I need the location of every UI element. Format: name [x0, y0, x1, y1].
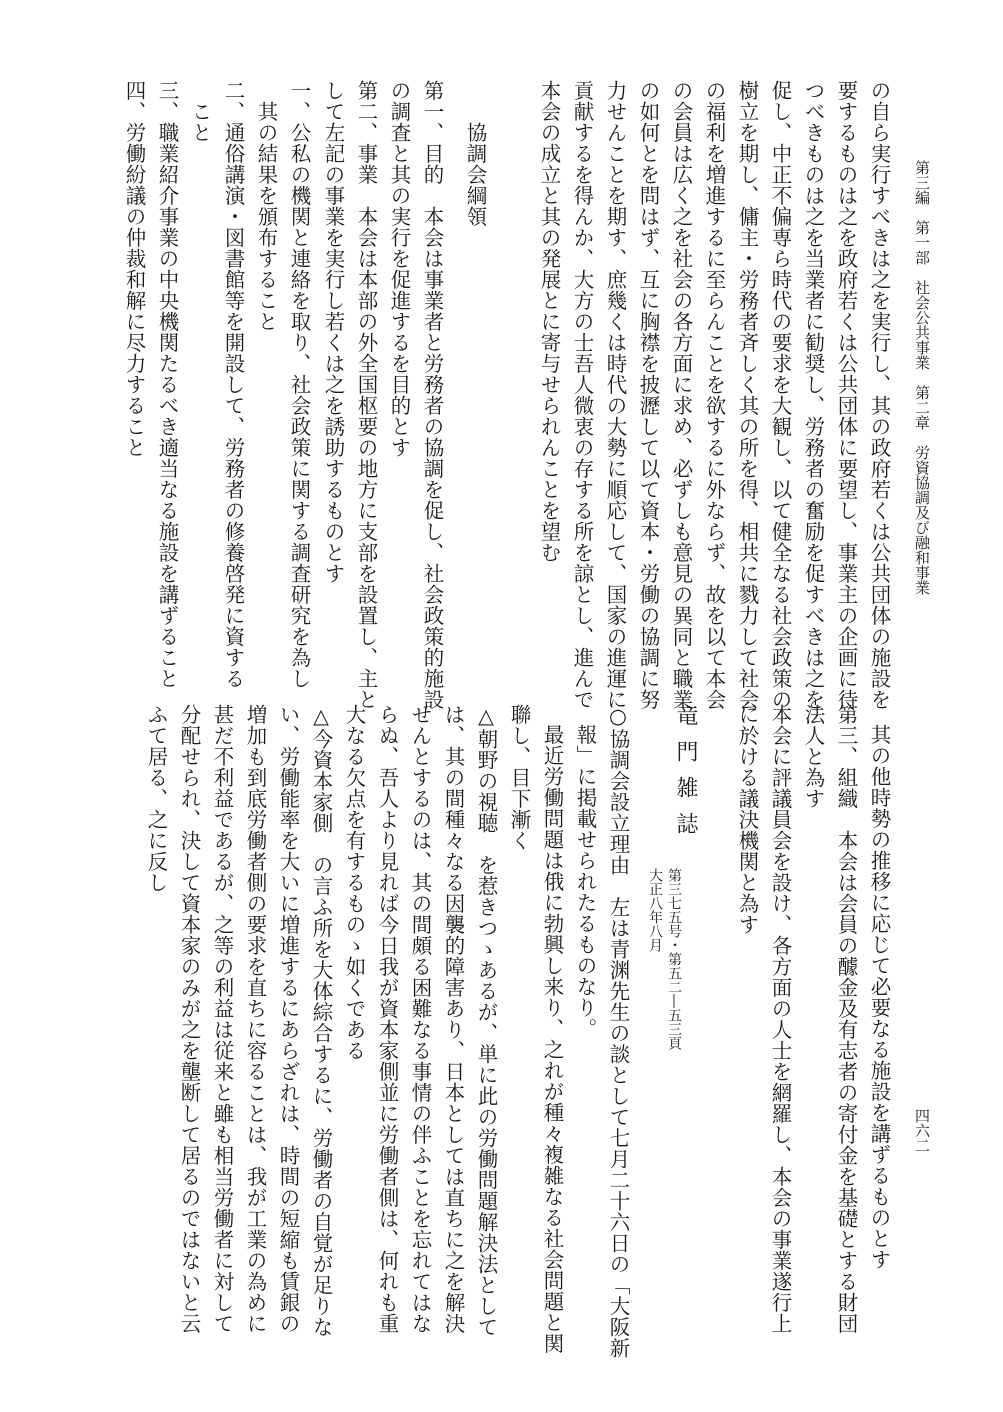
lower-col-1: 其の他時勢の推移に応じて必要なる施設を講ずるものとす	[867, 724, 891, 1270]
upper-col-1: の自ら実行すべきは之を実行し、其の政府若くは公共団体の施設を	[867, 80, 891, 710]
upper-col-15: 第二、事業 本会は本部の外全国枢要の地方に支部を設置し、主と	[354, 80, 378, 710]
upper-col-4: 促し、中正不偏専ら時代の要求を大観し、以て健全なる社会政策の	[768, 80, 792, 710]
upper-col-13: 第一、目的 本会は事業者と労務者の協調を促し、社会政策的施設	[420, 80, 444, 710]
lower-col-3: 法人と為す	[801, 704, 825, 809]
article-col-2: 報」に掲載せられたるものなり。	[573, 724, 597, 1039]
upper-col-21: 三、職業紹介事業の中央機関たるべき適当なる施設を講ずること	[155, 80, 179, 689]
upper-col-19: 二、通俗講演・図書館等を開設して、労務者の修養啓発に資する	[221, 80, 245, 689]
upper-col-14: の調査と其の実行を促進するを目的とす	[387, 80, 411, 458]
upper-col-17: 一、公私の機関と連絡を取り、社会政策に関する調査研究を為し	[287, 80, 311, 689]
upper-col-16: して左記の事業を実行し若くは之を誘助するものとす	[321, 80, 345, 584]
article-col-8: らぬ、吾人より見れば今日我が資本家側並に労働者側は、何れも重	[375, 704, 399, 1334]
upper-col-20: こと	[188, 101, 212, 143]
article-col-4: 聯し、目下漸く	[507, 704, 531, 851]
article-col-14: 分配せられ、決して資本家のみが之を壟断して居るのではないと云	[177, 704, 201, 1334]
article-col-1: ○協調会設立理由 左は青渊先生の談として七月二十六日の「大阪新	[606, 704, 630, 1359]
article-col-11: い、労働能率を大いに増進するにあらざれは、時間の短縮も賃銀の	[276, 704, 300, 1334]
lower-col-2: 第三、組織 本会は会員の醵金及有志者の寄付金を基礎とする財団	[834, 704, 858, 1334]
article-col-7: せんとするのは、其の間頗る困難なる事情の伴ふことを忘れてはな	[408, 704, 432, 1334]
article-col-6: は、其の間種々なる因襲的障害あり、日本としては直ちに之を解決	[441, 704, 465, 1334]
magazine-date: 大正八年八月	[647, 868, 663, 952]
upper-col-18: 其の結果を頒布すること	[254, 101, 278, 332]
article-col-3: 最近労働問題は俄に勃興し来り、之れが種々複雑なる社会問題と関	[540, 724, 564, 1354]
upper-col-22: 四、労働紛議の仲裁和解に尽力すること	[122, 80, 146, 458]
running-title: 第三編 第一部 社会公共事業 第二章 労資協調及び融和事業	[913, 160, 931, 595]
lower-col-5: に於ける議決機関と為す	[735, 704, 759, 935]
upper-col-10: 貢献するを得んか、大方の士吾人微衷の存する所を諒とし、進んで	[570, 80, 594, 710]
page-number: 四六二	[913, 1108, 931, 1153]
upper-col-11: 本会の成立と其の発展とに寄与せられんことを望む	[537, 80, 561, 563]
article-col-10: △今資本家側 の言ふ所を大体綜合するに、労働者の自覚が足りな	[309, 704, 333, 1338]
article-col-5: △朝野の視聴 を惹きつゝあるが、単に此の労働問題解決法として	[474, 704, 498, 1338]
article-col-9: 大なる欠点を有するものゝ如くである	[342, 704, 366, 1061]
section-heading-kyochokai-koryo: 協調会綱領	[463, 122, 487, 227]
upper-col-9: 力せんことを期す、庶幾くは時代の大勢に順応して、国家の進運に	[603, 80, 627, 710]
magazine-title: 竜門雑誌	[673, 704, 698, 848]
upper-col-3: つべきものは之を当業者に勧奨し、労務者の奮励を促すべきは之を	[801, 80, 825, 710]
upper-col-6: の福利を増進するに至らんことを欲するに外ならず、故を以て本会	[702, 80, 726, 710]
upper-col-8: の如何とを問はず、互に胸襟を披瀝して以て資本・労働の協調に努	[636, 80, 660, 710]
article-col-13: 甚だ不利益であるが、之等の利益は従来と雖も相当労働者に対して	[210, 704, 234, 1334]
magazine-issue-pages: 第三七五号・第五二―五三頁	[666, 868, 682, 1050]
upper-col-7: の会員は広く之を社会の各方面に求め、必ずしも意見の異同と職業	[669, 80, 693, 710]
article-col-15: ふて居る、之に反し	[144, 704, 168, 893]
lower-col-4: 本会に評議員会を設け、各方面の人士を網羅し、本会の事業遂行上	[768, 704, 792, 1334]
article-col-12: 増加も到底労働者側の要求を直ちに容ることは、我が工業の為めに	[243, 704, 267, 1334]
upper-col-2: 要するものは之を政府若くは公共団体に要望し、事業主の企画に待	[834, 80, 858, 710]
upper-col-5: 樹立を期し、傭主・労務者斉しく其の所を得、相共に戮力して社会	[735, 80, 759, 710]
